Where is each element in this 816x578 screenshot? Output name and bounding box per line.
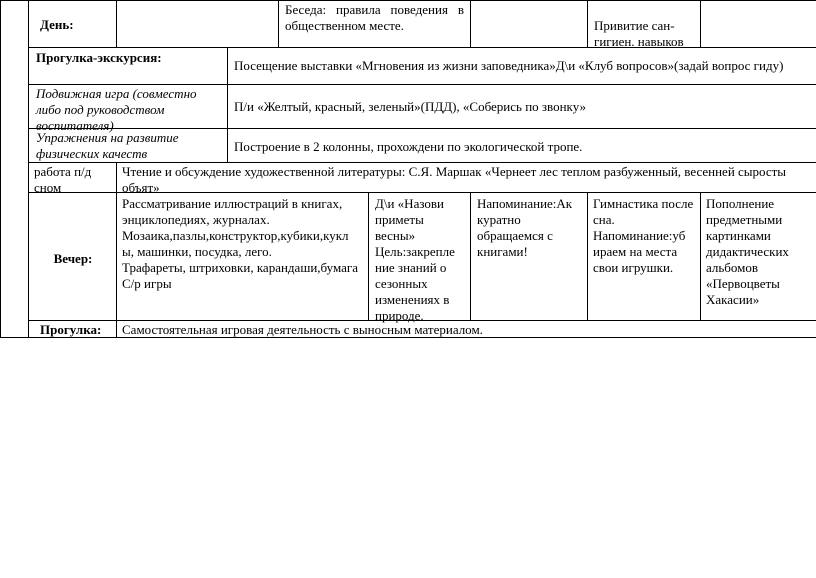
exercise-label: Упражнения на развитие физических качеств — [36, 130, 179, 161]
table-line — [116, 0, 117, 48]
evening-label: Вечер: — [53, 251, 93, 266]
table-line — [368, 192, 369, 321]
table-line — [0, 0, 816, 1]
after-sleep-label: работа п/д сном — [34, 164, 92, 195]
day-label: День: — [40, 17, 74, 32]
table-line — [587, 0, 588, 48]
table-line — [28, 47, 816, 48]
table-line — [700, 192, 701, 321]
walk-label: Прогулка: — [40, 322, 102, 337]
after-sleep-text: Чтение и обсуждение художественной литературы: С.Я. Маршак «Чернеет лес теплом разбуженный, весенней сыросты объят» — [122, 164, 787, 195]
excursion-label: Прогулка-экскурсия: — [36, 50, 162, 65]
hygiene-cell — [594, 2, 694, 50]
table-line — [278, 0, 279, 48]
table-line — [28, 84, 816, 85]
table-line — [587, 192, 588, 321]
album-cell: Пополнение предметными картинками дидактических альбомов «Первоцветы Хакасии» — [706, 196, 789, 307]
exercise-text: Построение в 2 колонны, прохождени по экологической тропе. — [234, 139, 583, 154]
gymnastics-cell: Гимнастика после сна. Напоминание:уб ираем на места свои игрушки. — [593, 196, 694, 275]
table-line — [700, 0, 701, 48]
table-line — [227, 47, 228, 163]
conversation-cell: Беседа: правила поведения в общественном месте. — [285, 2, 464, 33]
table-line — [116, 162, 117, 338]
table-line — [0, 0, 1, 338]
walk-text: Самостоятельная игровая деятельность с выносным материалом. — [122, 322, 483, 337]
game-text: П/и «Желтый, красный, зеленый»(ПДД), «Соберись по звонку» — [234, 99, 587, 114]
table-line — [28, 162, 816, 163]
reminder-books-cell: Напоминание:Ак куратно обращаемся с книгами! — [477, 196, 573, 259]
didactic-game-cell: Д\и «Назови приметы весны» Цель:закрепле ние знаний о сезонных изменениях в природе. — [375, 196, 455, 323]
table-line — [470, 192, 471, 321]
excursion-text: Посещение выставки «Мгновения из жизни заповедника»Д\и «Клуб вопросов»(задай вопрос гиду) — [234, 58, 784, 73]
table-line — [470, 0, 471, 48]
evening-activities: Рассматривание иллюстраций в книгах, энциклопедиях, журналах. Мозаика,пазлы,конструктор,кубики,кукл ы, машинки, посудка, лего. Трафареты, штриховки, карандаши,бумага С/р игры — [122, 196, 358, 291]
hygiene-text: Привитие сан-гигиен. навыков — [594, 18, 684, 49]
game-label: Подвижная игра (совместно либо под руководством воспитателя) — [36, 86, 197, 133]
table-line — [28, 0, 29, 338]
